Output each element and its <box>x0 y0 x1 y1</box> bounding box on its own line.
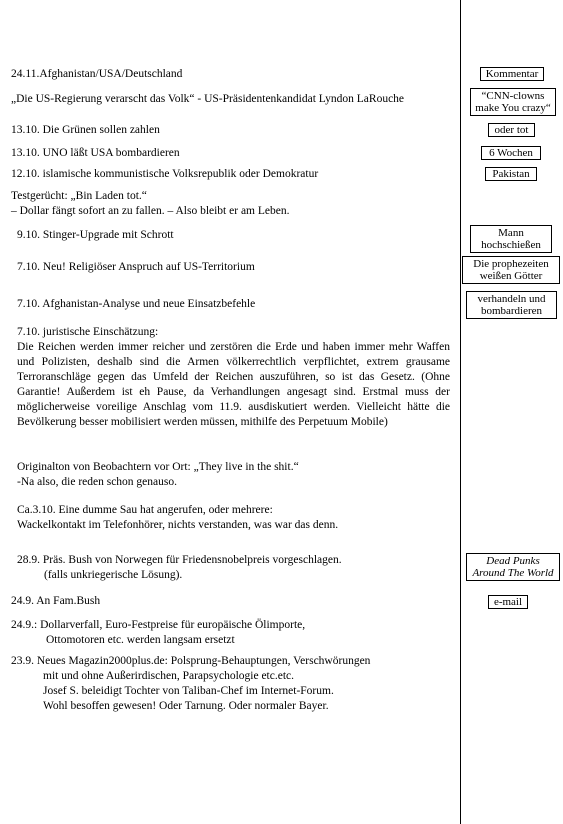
entry-dollar-fallen: – Dollar fängt sofort an zu fallen. – Also bleibt er am Leben. <box>11 205 290 217</box>
pakistan-link[interactable] <box>485 167 537 181</box>
kommentar-label: Kommentar <box>485 68 539 80</box>
entry-na-also: -Na also, die reden schon genauso. <box>17 476 177 488</box>
entry-besoffen: Wohl besoffen gewesen! Oder Tarnung. Oder normaler Bayer. <box>43 700 329 712</box>
punks-label-2: Around The World <box>472 567 554 579</box>
propheten-label-1: Die prophezeiten <box>473 258 549 270</box>
entry-afghanistan-analyse[interactable]: 7.10. Afghanistan-Analyse und neue Einsatzbefehle <box>17 298 256 310</box>
entry-fam-bush[interactable]: 24.9. An Fam.Bush <box>11 595 101 607</box>
cnn-label-2: make You crazy“ <box>475 102 551 114</box>
entry-magazin2000[interactable]: 23.9. Neues Magazin2000plus.de: Polsprung-Behauptungen, Verschwörungen <box>11 655 371 667</box>
oder-tot-link[interactable] <box>488 123 535 137</box>
cnn-label-1: “CNN-clowns <box>481 90 545 102</box>
email-link[interactable] <box>488 595 528 609</box>
verhandeln-label-1: verhandeln und <box>477 293 546 305</box>
punks-label-1: Dead Punks <box>486 555 540 567</box>
entry-afghanistan-usa-deutschland[interactable]: 24.11.Afghanistan/USA/Deutschland <box>11 68 183 80</box>
mann-label-1: Mann <box>498 227 524 239</box>
entry-uno-usa[interactable]: 13.10. UNO läßt USA bombardieren <box>11 147 180 159</box>
oder-tot-label: oder tot <box>494 124 529 136</box>
cnn-clowns-link[interactable] <box>470 88 556 116</box>
entry-juristische-title: 7.10. juristische Einschätzung: <box>17 326 159 338</box>
pakistan-label: Pakistan <box>492 168 530 180</box>
entry-religioeser-anspruch[interactable]: 7.10. Neu! Religiöser Anspruch auf US-Territorium <box>17 261 255 273</box>
entry-wackelkontakt: Wackelkontakt im Telefonhörer, nichts verstanden, was war das denn. <box>17 519 339 531</box>
verhandeln-label-2: bombardieren <box>480 305 543 317</box>
entry-volksrepublik[interactable]: 12.10. islamische kommunistische Volksrepublik oder Demokratur <box>11 168 319 180</box>
mann-label-2: hochschießen <box>481 239 541 251</box>
entry-dumme-sau: Ca.3.10. Eine dumme Sau hat angerufen, oder mehrere: <box>17 504 273 516</box>
propheten-label-2: weißen Götter <box>479 270 543 282</box>
prophezeiten-goetter-link[interactable] <box>462 256 560 284</box>
column-divider <box>460 0 461 824</box>
sechs-wochen-label: 6 Wochen <box>489 147 533 159</box>
mann-hochschiessen-link[interactable] <box>470 225 552 253</box>
entry-unkriegerisch: (falls unkriegerische Lösung). <box>44 569 183 581</box>
entry-gruene-zahlen[interactable]: 13.10. Die Grünen sollen zahlen <box>11 124 160 136</box>
entry-stinger[interactable]: 9.10. Stinger-Upgrade mit Schrott <box>17 229 174 241</box>
entry-dollarverfall: 24.9.: Dollarverfall, Euro-Festpreise für europäische Ölimporte, <box>11 619 306 631</box>
sechs-wochen-link[interactable] <box>481 146 541 160</box>
verhandeln-bombardieren-link[interactable] <box>466 291 557 319</box>
email-label: e-mail <box>493 596 523 608</box>
entry-testgeruecht: Testgerücht: „Bin Laden tot.“ <box>11 190 147 202</box>
kommentar-link[interactable] <box>480 67 544 81</box>
entry-juristische-body: Die Reichen werden immer reicher und zerstören die Erde und haben immer mehr Waffen und Polizisten, deshalb sind die Armen völkerrechtlich verpflichtet, extrem grausame Terroranschläge gegen das Umfeld der Reichen auszuführen, so ist das Gesetz. (Ohne Garantie! Außerdem ist eh Pause, da Verhandlungen angesagt sind. Erstmal muss der möglicherweise voreilige Anschlag vom 11.9. ausdiskutiert werden. Vielleicht hätte die Bevölkerung besser mobilisiert werden müssen, mithilfe des Perpetuum Mobile) <box>17 341 450 428</box>
entry-originalton: Originalton von Beobachtern vor Ort: „They live in the shit.“ <box>17 461 299 473</box>
entry-ottomotoren: Ottomotoren etc. werden langsam ersetzt <box>46 634 235 646</box>
entry-ausserirdische: mit und ohne Außerirdischen, Parapsychologie etc.etc. <box>43 670 295 682</box>
entry-bush-nobelpreis: 28.9. Präs. Bush von Norwegen für Friedensnobelpreis vorgeschlagen. <box>17 554 342 566</box>
entry-josef-s: Josef S. beleidigt Tochter von Taliban-Chef im Internet-Forum. <box>43 685 334 697</box>
entry-larouche[interactable]: „Die US-Regierung verarscht das Volk“ - US-Präsidentenkandidat Lyndon LaRouche <box>11 93 405 105</box>
dead-punks-link[interactable] <box>466 553 560 581</box>
